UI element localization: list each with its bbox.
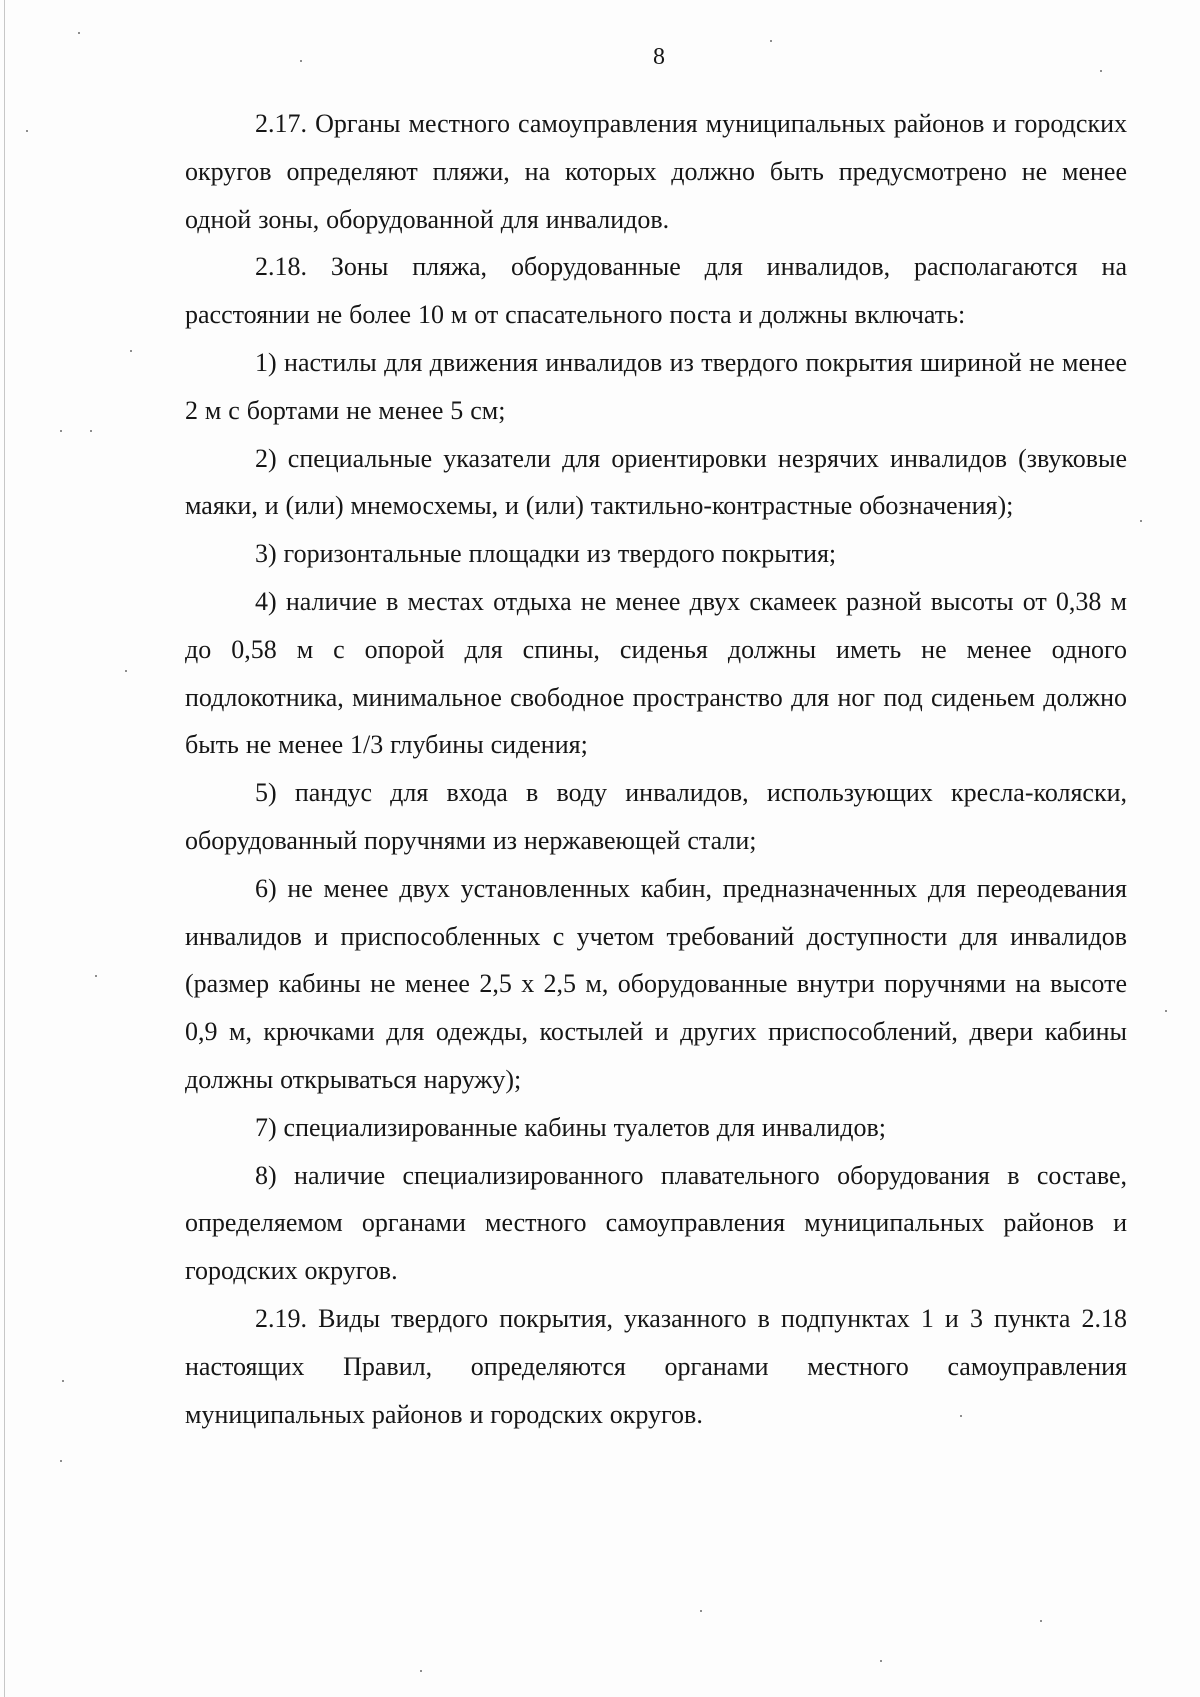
scan-speck — [960, 1415, 962, 1417]
list-item-7: 7) специализированные кабины туалетов для инвалидов; — [255, 1112, 887, 1142]
list-item-1: 1) настилы для движения инвалидов из твердого покрытия шириной не менее 2 м с бортами не менее 5 см; — [185, 347, 1127, 425]
paragraph-2-19: 2.19. Виды твердого покрытия, указанного в подпунктах 1 и 3 пункта 2.18 настоящих Правил, определяются органами местного самоуправления муниципальных районов и городских округов. — [185, 1303, 1127, 1429]
document-body — [185, 100, 1127, 1438]
scan-speck — [1100, 70, 1102, 72]
list-item-3: 3) горизонтальные площадки из твердого покрытия; — [255, 539, 837, 569]
scan-speck — [1040, 1620, 1042, 1622]
scan-speck — [130, 350, 132, 352]
scan-speck — [60, 430, 62, 432]
scan-speck — [95, 975, 97, 977]
scan-speck — [1165, 1010, 1167, 1012]
scan-speck — [770, 40, 772, 42]
scan-speck — [1140, 520, 1142, 522]
scan-speck — [880, 1660, 882, 1662]
scan-speck — [700, 1610, 702, 1612]
paragraph-2-17: 2.17. Органы местного самоуправления муниципальных районов и городских округов определяют пляжи, на которых должно быть предусмотрено не менее одной зоны, оборудованной для инвалидов. — [185, 109, 1127, 234]
list-item-8: 8) наличие специализированного плавательного оборудования в составе, определяемом органами местного самоуправления муниципальных районов и городских округов. — [185, 1160, 1127, 1286]
scan-speck — [90, 430, 92, 432]
list-item-4: 4) наличие в местах отдыха не менее двух скамеек разной высоты от 0,38 м до 0,58 м с опорой для спины, сиденья должны иметь не менее одного подлокотника, минимальное свободное пространство для ног под сиденьем должно быть не менее 1/3 глубины сидения; — [185, 586, 1127, 760]
scan-speck — [420, 1670, 422, 1672]
scan-speck — [26, 130, 28, 132]
list-item-5: 5) пандус для входа в воду инвалидов, использующих кресла-коляски, оборудованный поручнями из нержавеющей стали; — [185, 778, 1127, 855]
page-number: 8 — [653, 44, 665, 70]
scan-speck — [125, 670, 127, 672]
paragraph-2-18: 2.18. Зоны пляжа, оборудованные для инвалидов, располагаются на расстоянии не более 10 м от спасательного поста и должны включать: — [185, 252, 1127, 330]
scan-speck — [60, 1460, 62, 1462]
scan-edge-line — [4, 0, 5, 1697]
scan-speck — [300, 60, 302, 62]
list-item-6: 6) не менее двух установленных кабин, предназначенных для переодевания инвалидов и приспособленных с учетом требований доступности для инвалидов (размер кабины не менее 2,5 х 2,5 м, оборудованные внутри поручнями на высоте 0,9 м, крючками для одежды, костылей и других приспособлений, двери кабины должны открываться наружу); — [185, 873, 1127, 1094]
scan-speck — [62, 1380, 64, 1382]
list-item-2: 2) специальные указатели для ориентировки незрячих инвалидов (звуковые маяки, и (или) мнемосхемы, и (или) тактильно-контрастные обозначения); — [185, 443, 1127, 521]
scan-speck — [78, 32, 80, 34]
